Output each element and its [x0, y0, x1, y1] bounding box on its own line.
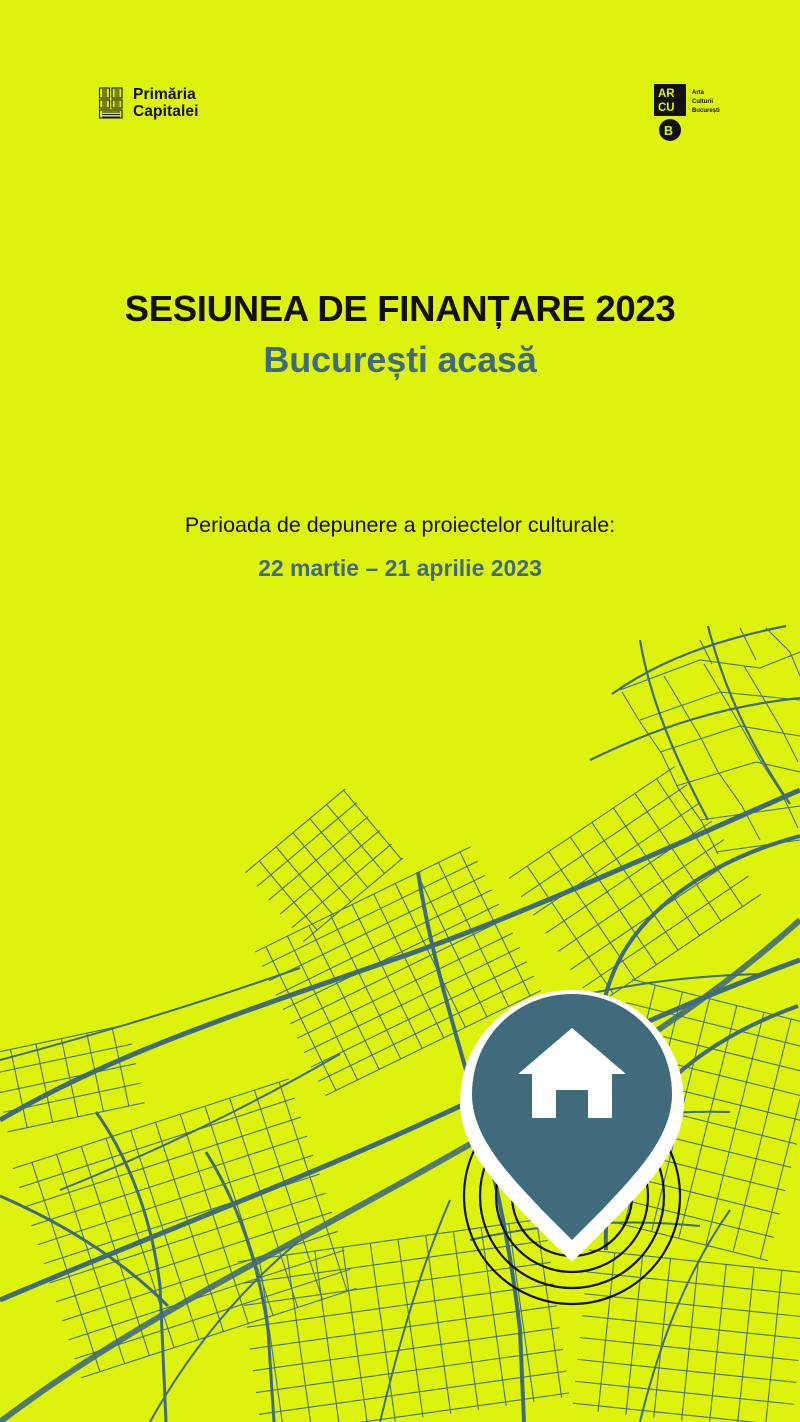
svg-text:CU: CU: [658, 102, 675, 114]
svg-text:Culturii: Culturii: [692, 99, 713, 105]
arcub-logo-icon: [650, 82, 728, 142]
svg-text:AR: AR: [658, 88, 675, 100]
submission-period-label: Perioada de depunere a proiectelor culturale:: [184, 513, 616, 537]
primaria-capitalei-wordmark: [133, 86, 199, 121]
primaria-line-1: Primăria: [133, 86, 196, 103]
logo-row: [0, 0, 800, 180]
page-subtitle: București acasă: [263, 339, 537, 381]
svg-text:B: B: [664, 124, 674, 138]
primaria-line-2: Capitalei: [133, 103, 199, 121]
svg-text:Arta: Arta: [692, 90, 705, 96]
submission-period-dates: 22 martie – 21 aprilie 2023: [258, 554, 542, 581]
page-title: SESIUNEA DE FINANȚARE 2023: [124, 288, 676, 329]
primaria-capitalei-logo: [98, 86, 199, 121]
poster-title-block: [0, 288, 800, 382]
primaria-capitalei-crest-icon: [98, 86, 124, 120]
svg-text:București: București: [692, 108, 720, 114]
submission-period-block: [0, 512, 800, 584]
